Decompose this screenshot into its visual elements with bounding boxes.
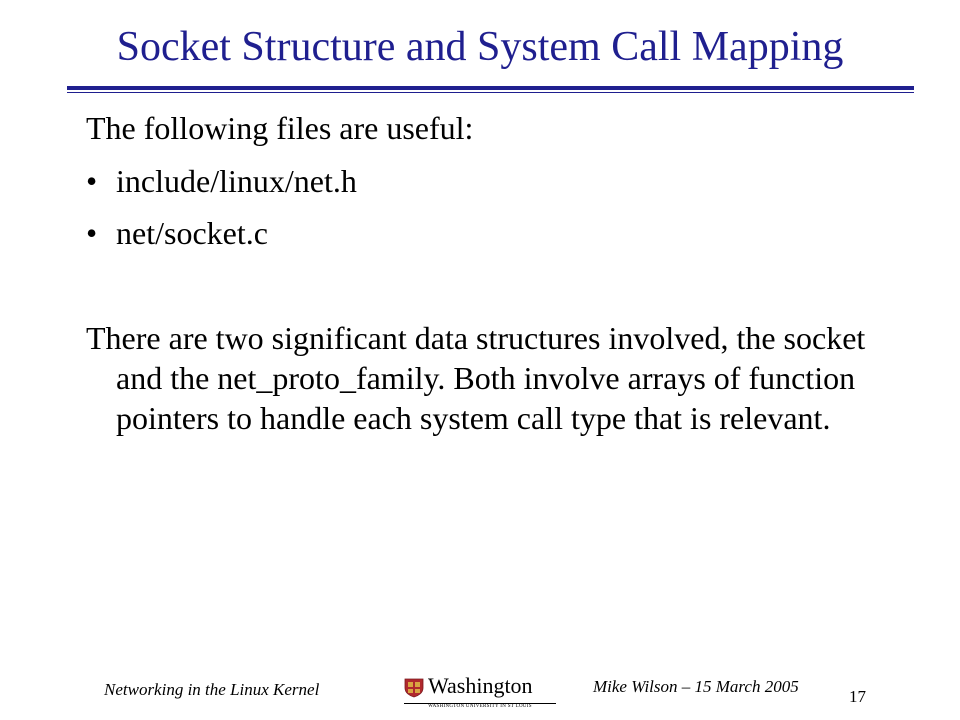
shield-icon [404,678,424,698]
logo-subtitle: WASHINGTON UNIVERSITY IN ST LOUIS [428,704,532,709]
slide-body [86,108,886,438]
logo-wordmark: Washington [428,673,533,698]
file-list [86,161,886,253]
university-logo [404,673,556,710]
title-underline-thick [67,86,914,90]
list-item [86,213,886,253]
file-name: net/socket.c [116,215,268,251]
footer-author-date: Mike Wilson – 15 March 2005 [593,677,799,696]
bullet-marker: • [86,215,98,251]
list-item [86,161,886,201]
page-number: 17 [849,687,866,706]
bullet-marker: • [86,163,98,199]
title-underline-thin [67,92,914,93]
slide-title: Socket Structure and System Call Mapping [116,24,844,70]
intro-text: The following files are useful: [86,110,474,146]
description-paragraph: There are two significant data structures involved, the socket and the net_proto_family. Both involve arrays of function pointers to handle each system call type that is relevant. [86,320,866,436]
file-name: include/linux/net.h [116,163,357,199]
footer-course-title: Networking in the Linux Kernel [104,680,320,699]
